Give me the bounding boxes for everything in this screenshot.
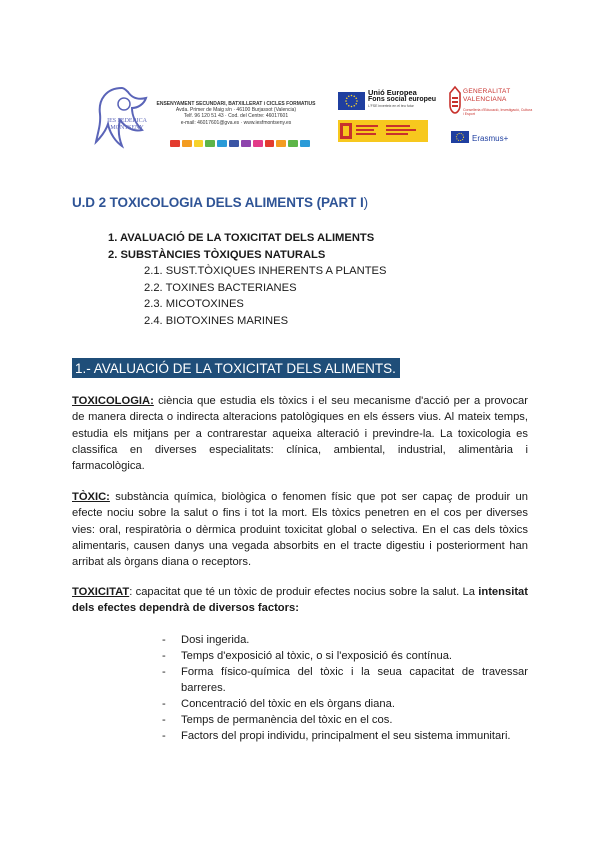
definition-toxicitat-bold: intensitat dels efectes dependrà de diversos factors: <box>72 586 528 615</box>
list-item: - Dosi ingerida. <box>162 632 528 648</box>
document-header <box>0 0 600 170</box>
toc-subitem: 2.2. TOXINES BACTERIANES <box>144 281 297 294</box>
definition-toxicologia: ciència que estudia els tòxics i el seu mecanisme d'acció per a provocar de manera directa o indirecta alteracions patològiques en els éssers vius. Al mateix temps, estudia els mitjans per a contrarestar aqueixa alteració i previndre-la. La toxicologia es classifica en diverses especialitats: clínica, ambiental, industrial, alimentària i farmacològica. <box>72 395 528 473</box>
paragraph-toxic <box>72 489 528 570</box>
eu-star-icon <box>345 100 347 102</box>
eu-star-icon <box>355 97 357 99</box>
eu-star-icon <box>346 103 348 105</box>
term-toxicitat: TOXICITAT <box>72 586 130 598</box>
definition-toxicitat: : capacitat que té un tòxic de produir efectes nocius sobre la salut. La <box>129 586 479 598</box>
term-toxicologia: TOXICOLOGIA: <box>72 395 154 407</box>
toc-item: 1. AVALUACIÓ DE LA TOXICITAT DELS ALIMENTS <box>108 232 375 244</box>
generalitat-valenciana-logo-icon <box>447 85 463 115</box>
unit-title-text: U.D 2 TOXICOLOGIA DELS ALIMENTS (PART I <box>72 195 364 210</box>
eu-star-icon <box>351 95 353 97</box>
spanish-government-logo-icon <box>338 120 428 142</box>
toc-subitem: 2.4. BIOTOXINES MARINES <box>144 314 289 327</box>
color-strip-block <box>194 140 204 147</box>
eu-star-icon <box>355 103 357 105</box>
eu-tagline: L'FSE inverteix en el teu futur <box>368 104 414 108</box>
eu-star-icon <box>353 95 355 97</box>
toc-subitem: 2.3. MICOTOXINES <box>144 298 244 310</box>
school-info-line: Avda. Primer de Maig s/n · 46100 Burjassot (Valencia) <box>175 107 297 114</box>
list-item: - Temps d'exposició al tòxic, o si l'exposició és contínua. <box>162 648 528 664</box>
eu-star-icon <box>356 100 358 102</box>
color-strip-block <box>182 140 192 147</box>
eu-star-icon <box>348 95 350 97</box>
color-strip-block <box>276 140 286 147</box>
factors-list <box>162 632 528 744</box>
unit-title-paren: ) <box>363 195 369 210</box>
color-strip-block <box>229 140 239 147</box>
toc-item: 2. SUBSTÀNCIES TÒXIQUES NATURALS <box>108 248 326 261</box>
school-info-line: Telf. 96 120 51 43 · Cod. del Centre: 46017601 <box>183 113 289 120</box>
color-strip-block <box>241 140 251 147</box>
eu-star-icon <box>353 105 355 107</box>
color-strip-block <box>265 140 275 147</box>
list-item: - Factors del propi individu, principalment el seu sistema immunitari. <box>162 728 528 744</box>
term-toxic: TÒXIC: <box>72 491 110 503</box>
color-strip-block <box>300 140 310 147</box>
color-strip <box>170 140 310 148</box>
definition-toxic: substància química, biològica o fenomen físic que pot ser capaç de produir un efecte nociu sobre la salut o fins i tot la mort. Els tòxics penetren en el cos per diverses vies: oral, respiratòria o dèrmica produint toxicitat global o selectiva. En el cas dels tòxics alimentaris, causen danys una vegada absorbits en el tracte digestiu i posteriorment han arribat als òrgans diana o receptors. <box>72 491 528 569</box>
gv-line2: VALENCIANA <box>463 96 507 103</box>
color-strip-block <box>288 140 298 147</box>
conselleria-name: Conselleria d'Educació, Investigació, Cultura i Esport <box>463 108 533 116</box>
paragraph-toxicitat <box>72 584 528 617</box>
color-strip-block <box>170 140 180 147</box>
list-item: - Forma físico-química del tòxic i la seua capacitat de travessar barreres. <box>162 664 528 696</box>
erasmus-label: Erasmus+ <box>472 134 509 143</box>
erasmus-plus-logo-icon <box>451 130 517 144</box>
eu-title: Unió Europea <box>368 88 417 97</box>
color-strip-block <box>205 140 215 147</box>
gv-line1: GENERALITAT <box>463 88 511 95</box>
color-strip-block <box>253 140 263 147</box>
table-of-contents <box>108 230 386 329</box>
eu-star-icon <box>351 106 353 108</box>
eu-subtitle: Fons social europeu <box>368 96 437 103</box>
eu-star-icon <box>346 97 348 99</box>
generalitat-name <box>463 88 510 104</box>
section-heading: 1.- AVALUACIÓ DE LA TOXICITAT DELS ALIMENTS. <box>72 358 400 378</box>
paragraph-toxicologia <box>72 393 528 474</box>
eu-logo-text <box>368 89 442 110</box>
color-strip-block <box>217 140 227 147</box>
school-logo-name: IES FEDERICA MONTSENY <box>107 118 147 131</box>
list-item: - Concentració del tòxic en els òrgans diana. <box>162 696 528 712</box>
unit-title <box>72 195 368 210</box>
eu-star-icon <box>348 105 350 107</box>
list-item: - Temps de permanència del tòxic en el cos. <box>162 712 528 728</box>
school-info <box>146 101 326 126</box>
toc-subitem: 2.1. SUST.TÒXIQUES INHERENTS A PLANTES <box>144 265 387 277</box>
school-info-line: ENSENYAMENT SECUNDARI, BATXILLERAT i CICLES FORMATIUS <box>156 101 316 107</box>
eu-flag-icon <box>338 92 365 110</box>
school-info-line: e-mail: 46017601@gva.es · www.iesfmontseny.es <box>180 119 292 126</box>
